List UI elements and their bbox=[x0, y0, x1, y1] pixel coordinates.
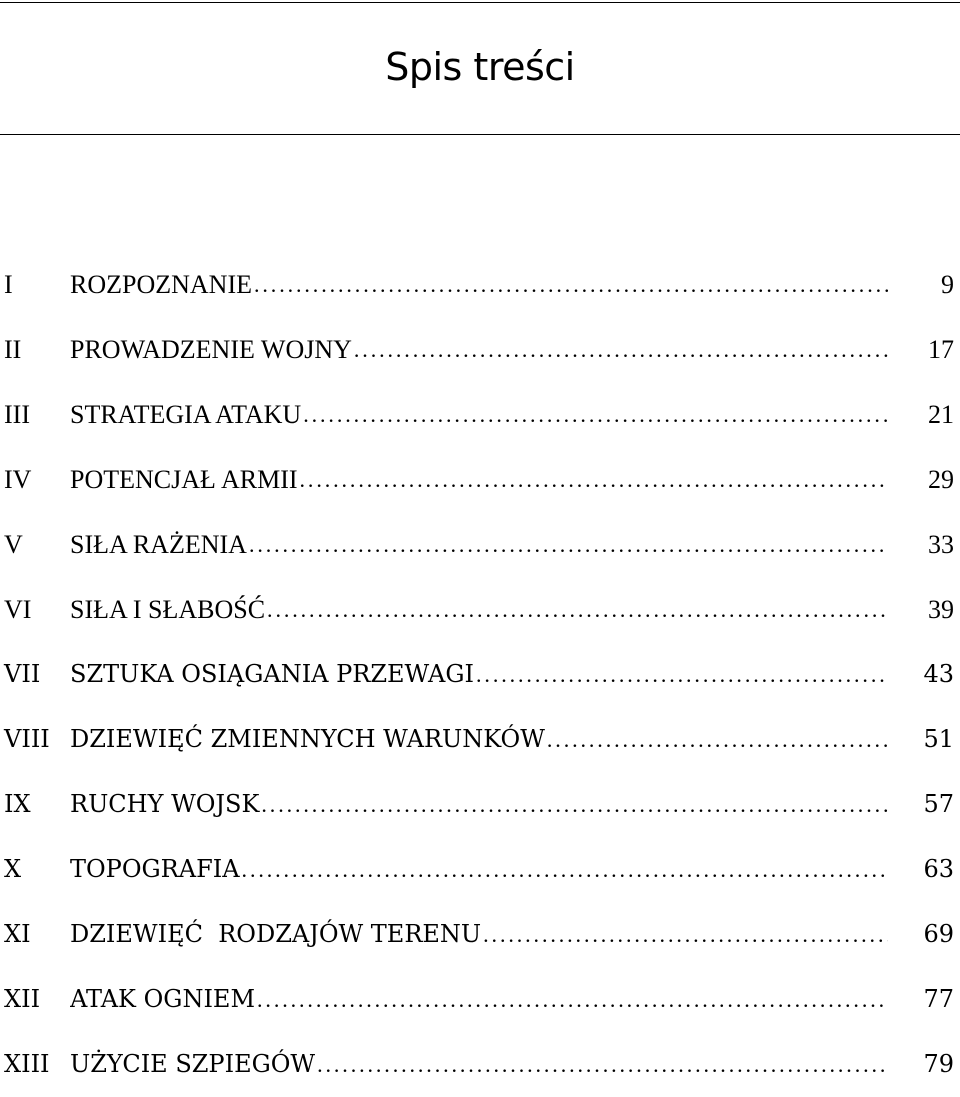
page-number: 17 bbox=[928, 335, 954, 364]
page-number: 9 bbox=[941, 270, 954, 299]
chapter-title[interactable]: SIŁA RAŻENIA bbox=[70, 530, 247, 559]
toc-entry-10[interactable] bbox=[0, 837, 960, 902]
chapter-number: IV bbox=[4, 465, 32, 494]
table-of-contents bbox=[0, 252, 960, 1097]
dot-leader bbox=[242, 837, 888, 902]
chapter-title[interactable]: SZTUKA OSIĄGANIA PRZEWAGI bbox=[70, 660, 475, 688]
chapter-number: V bbox=[4, 530, 23, 559]
chapter-number: XII bbox=[4, 985, 41, 1013]
chapter-number: II bbox=[4, 335, 22, 364]
toc-entry-5[interactable] bbox=[0, 512, 960, 577]
toc-entry-3[interactable] bbox=[0, 382, 960, 447]
chapter-number: I bbox=[4, 270, 13, 299]
chapter-title[interactable]: UŻYCIE SZPIEGÓW bbox=[70, 1050, 316, 1078]
page-number: 51 bbox=[923, 725, 954, 753]
chapter-title[interactable]: STRATEGIA ATAKU bbox=[70, 400, 302, 429]
toc-entry-1[interactable] bbox=[0, 252, 960, 317]
page-number: 63 bbox=[923, 855, 954, 883]
title-rule bbox=[0, 134, 960, 135]
chapter-number: XIII bbox=[4, 1050, 50, 1078]
dot-leader bbox=[354, 317, 888, 382]
chapter-number: X bbox=[4, 855, 22, 883]
chapter-number: VI bbox=[4, 595, 32, 624]
page-number: 29 bbox=[928, 465, 954, 494]
chapter-title[interactable]: PROWADZENIE WOJNY bbox=[70, 335, 352, 364]
dot-leader bbox=[303, 382, 888, 447]
chapter-number: VII bbox=[4, 660, 41, 688]
chapter-number: XI bbox=[4, 920, 31, 948]
page-number: 33 bbox=[928, 530, 954, 559]
chapter-title[interactable]: RUCHY WOJSK bbox=[70, 790, 260, 818]
toc-entry-7[interactable] bbox=[0, 642, 960, 707]
toc-entry-4[interactable] bbox=[0, 447, 960, 512]
chapter-number: III bbox=[4, 400, 30, 429]
dot-leader bbox=[249, 512, 888, 577]
page-number: 69 bbox=[923, 920, 954, 948]
dot-leader bbox=[261, 772, 888, 837]
chapter-title[interactable]: ATAK OGNIEM bbox=[70, 985, 256, 1013]
chapter-title[interactable]: SIŁA I SŁABOŚĆ bbox=[70, 595, 266, 624]
toc-entry-6[interactable] bbox=[0, 577, 960, 642]
page-number: 79 bbox=[923, 1050, 954, 1078]
chapter-title[interactable]: TOPOGRAFIA bbox=[70, 855, 240, 883]
dot-leader bbox=[547, 707, 888, 772]
toc-entry-2[interactable] bbox=[0, 317, 960, 382]
page-number: 21 bbox=[928, 400, 954, 429]
dot-leader bbox=[476, 642, 888, 707]
chapter-title[interactable]: DZIEWIĘĆ ZMIENNYCH WARUNKÓW bbox=[70, 725, 545, 753]
toc-entry-13[interactable] bbox=[0, 1032, 960, 1097]
dot-leader bbox=[317, 1032, 888, 1097]
dot-leader bbox=[483, 902, 888, 967]
page-title: Spis treści bbox=[385, 45, 575, 89]
dot-leader bbox=[257, 967, 888, 1032]
dot-leader bbox=[300, 447, 888, 512]
page-number: 43 bbox=[923, 660, 954, 688]
toc-entry-12[interactable] bbox=[0, 967, 960, 1032]
page-number: 77 bbox=[923, 985, 954, 1013]
dot-leader bbox=[267, 577, 888, 642]
chapter-number: VIII bbox=[4, 725, 50, 753]
toc-entry-9[interactable] bbox=[0, 772, 960, 837]
chapter-title[interactable]: DZIEWIĘĆ RODZAJÓW TERENU bbox=[70, 920, 482, 948]
chapter-title[interactable]: ROZPOZNANIE bbox=[70, 270, 252, 299]
chapter-number: IX bbox=[4, 790, 31, 818]
dot-leader bbox=[254, 252, 888, 317]
page-number: 57 bbox=[923, 790, 954, 818]
chapter-title[interactable]: POTENCJAŁ ARMII bbox=[70, 465, 298, 494]
page-number: 39 bbox=[928, 595, 954, 624]
toc-entry-11[interactable] bbox=[0, 902, 960, 967]
top-rule bbox=[0, 2, 960, 3]
toc-entry-8[interactable] bbox=[0, 707, 960, 772]
